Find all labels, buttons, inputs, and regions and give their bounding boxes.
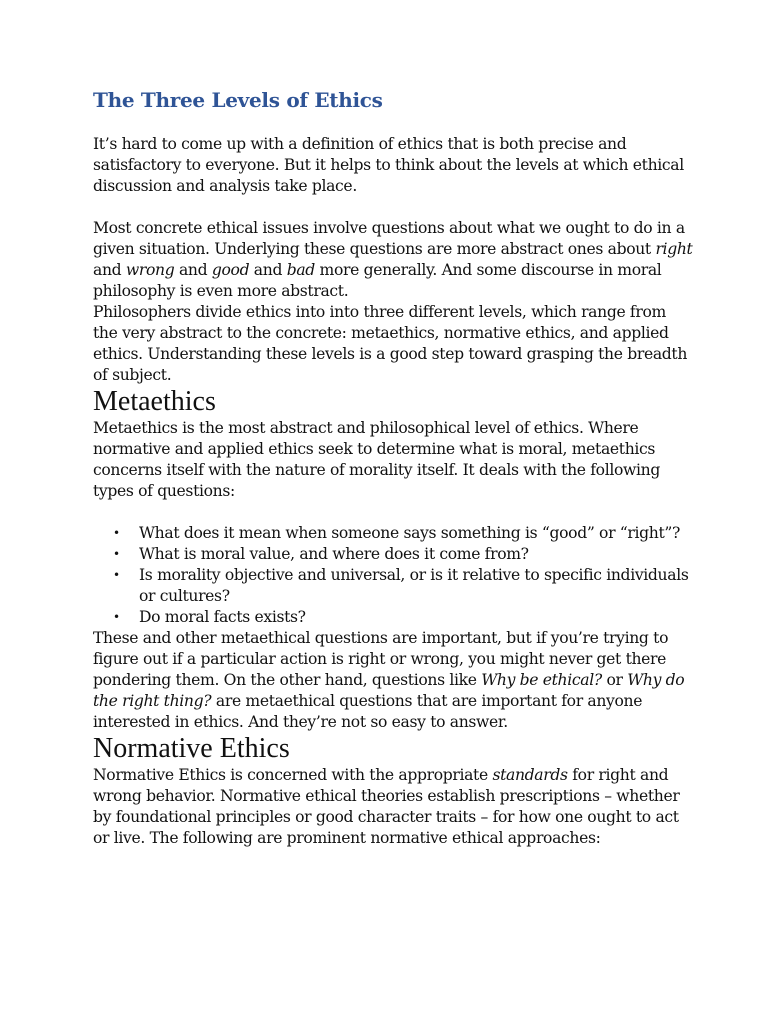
section-heading-normative-ethics: Normative Ethics <box>93 733 290 764</box>
emphasis-wrong: wrong <box>125 261 175 279</box>
metaethics-question-list <box>93 523 693 628</box>
text-run: more generally. And some discourse in moral philosophy is even more abstract. <box>93 261 662 300</box>
section-heading-metaethics: Metaethics <box>93 386 216 417</box>
text-run: and <box>174 261 212 279</box>
list-item <box>113 544 693 565</box>
list-item <box>113 523 693 544</box>
text-run: are metaethical questions that are important for anyone interested in ethics. And they’re not so easy to answer. <box>93 692 643 731</box>
metaethics-paragraph-2 <box>93 628 693 733</box>
bullet-icon: • <box>113 526 120 540</box>
metaethics-paragraph-1: Metaethics is the most abstract and philosophical level of ethics. Where normative and applied ethics seek to determine what is moral, metaethics concerns itself with the nature of morality itself. It deals with the following types of questions: <box>93 419 660 500</box>
list-item <box>113 607 693 628</box>
text-run: Normative Ethics is concerned with the appropriate <box>93 766 493 784</box>
emphasis-good: good <box>211 261 250 279</box>
intro-paragraph-3: Philosophers divide ethics into into three different levels, which range from the very abstract to the concrete: metaethics, normative ethics, and applied ethics. Understanding these levels is a good step toward grasping the breadth of subject. <box>93 303 688 384</box>
emphasis-why-do-right: Why do the right thing? <box>93 671 685 710</box>
emphasis-bad: bad <box>286 261 315 279</box>
document-page <box>93 86 693 849</box>
list-item-text: Is morality objective and universal, or is it relative to specific individuals or cultures? <box>139 566 689 605</box>
text-run: and <box>93 261 126 279</box>
emphasis-why-be-ethical: Why be ethical? <box>481 671 602 689</box>
list-item-text: Do moral facts exists? <box>139 608 306 626</box>
text-run: for right and wrong behavior. Normative ethical theories establish prescriptions – whether by foundational principles or good character traits – for how one ought to act or live. The following are prominent normative ethical approaches: <box>93 766 680 847</box>
emphasis-standards: standards <box>492 766 568 784</box>
list-item-text: What is moral value, and where does it come from? <box>139 545 529 563</box>
spacer <box>93 502 693 523</box>
text-run: or <box>601 671 628 689</box>
intro-paragraph-2 <box>93 218 693 302</box>
bullet-icon: • <box>113 547 120 561</box>
text-run: Most concrete ethical issues involve questions about what we ought to do in a given situation. Underlying these questions are more abstract ones about <box>93 219 685 258</box>
normative-paragraph-1 <box>93 765 693 849</box>
bullet-icon: • <box>113 568 120 582</box>
emphasis-right: right <box>655 240 693 258</box>
text-run: These and other metaethical questions are important, but if you’re trying to figure out if a particular action is right or wrong, you might never get there pondering them. On the other hand, questions like <box>93 629 669 689</box>
document-title: The Three Levels of Ethics <box>93 88 383 112</box>
spacer <box>93 197 693 218</box>
list-item-text: What does it mean when someone says something is “good” or “right”? <box>139 524 681 542</box>
list-item <box>113 565 693 607</box>
intro-paragraph-1: It’s hard to come up with a definition of ethics that is both precise and satisfactory to everyone. But it helps to think about the levels at which ethical discussion and analysis take place. <box>93 135 684 195</box>
bullet-icon: • <box>113 610 120 624</box>
text-run: and <box>249 261 287 279</box>
